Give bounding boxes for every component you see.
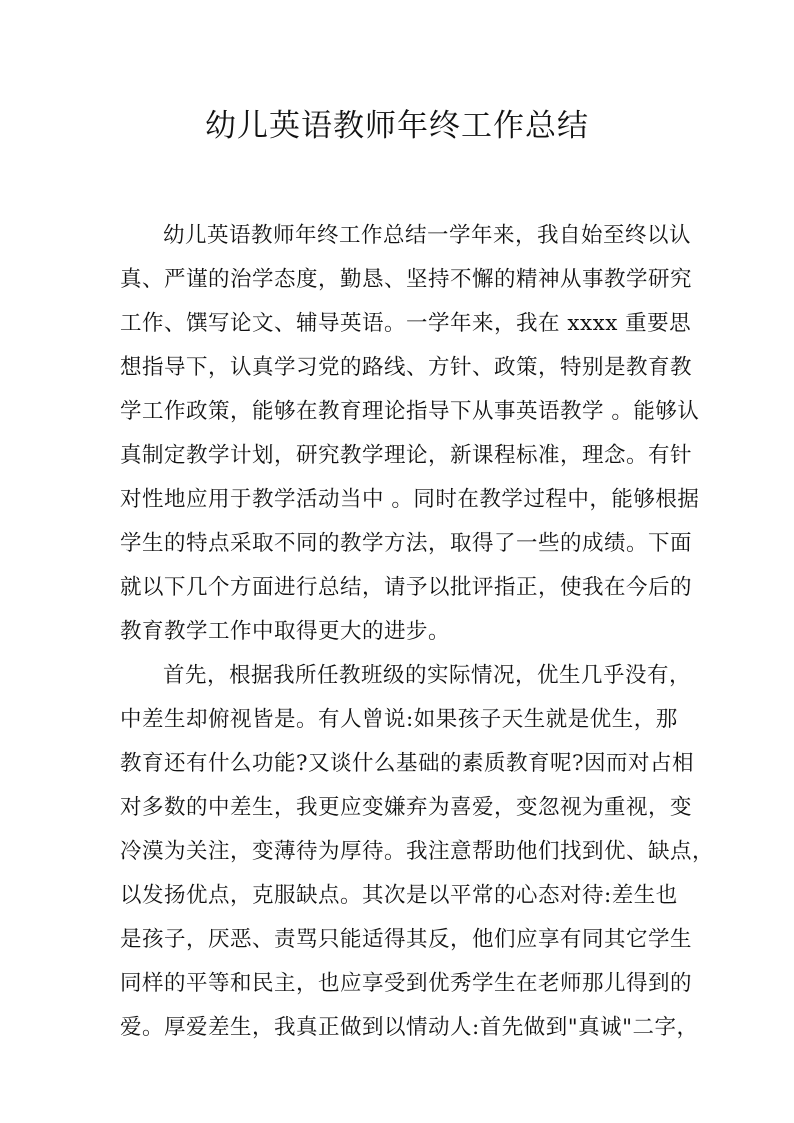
body-line: 幼儿英语教师年终工作总结一学年来，我自始至终以认 xyxy=(163,223,692,248)
body-line: 就以下几个方面进行总结，请予以批评指正，使我在今后的 xyxy=(120,575,693,600)
body-line: 教育教学工作中取得更大的进步。 xyxy=(120,619,451,644)
body-line: 首先，根据我所任教班级的实际情况，优生几乎没有， xyxy=(163,663,692,688)
body-line: 学工作政策，能够在教育理论指导下从事英语教学 。能够认 xyxy=(120,399,700,424)
body-line: 对性地应用于教学活动当中 。同时在教学过程中，能够根据 xyxy=(120,487,700,512)
body-line: 中差生却俯视皆是。有人曾说:如果孩子天生就是优生，那 xyxy=(120,707,678,732)
body-line: 冷漠为关注，变薄待为厚待。我注意帮助他们找到优、缺点， xyxy=(120,839,715,864)
body-line: 对多数的中差生，我更应变嫌弃为喜爱，变忽视为重视，变 xyxy=(120,795,693,820)
body-line: 学生的特点采取不同的教学方法，取得了一些的成绩。下面 xyxy=(120,531,693,556)
body-line: 真、严谨的治学态度，勤恳、坚持不懈的精神从事教学研究 xyxy=(120,267,693,292)
body-line: 是孩子，厌恶、责骂只能适得其反，他们应享有同其它学生 xyxy=(120,927,693,952)
body-line: 同样的平等和民主，也应享受到优秀学生在老师那儿得到的 xyxy=(120,971,693,996)
body-line: 教育还有什么功能?又谈什么基础的素质教育呢?因而对占相 xyxy=(120,751,695,776)
body-line: 真制定教学计划，研究教学理论，新课程标准，理念。有针 xyxy=(120,443,693,468)
body-line: 以发扬优点，克服缺点。其次是以平常的心态对待:差生也 xyxy=(120,883,678,908)
body-line: 工作、馔写论文、辅导英语。一学年来，我在 xxxx 重要思 xyxy=(120,311,692,336)
body-line: 爱。厚爱差生，我真正做到以情动人:首先做到"真诚"二字， xyxy=(120,1015,699,1040)
document-title: 幼儿英语教师年终工作总结 xyxy=(205,108,589,144)
body-line: 想指导下，认真学习党的路线、方针、政策，特别是教育教 xyxy=(120,355,693,380)
